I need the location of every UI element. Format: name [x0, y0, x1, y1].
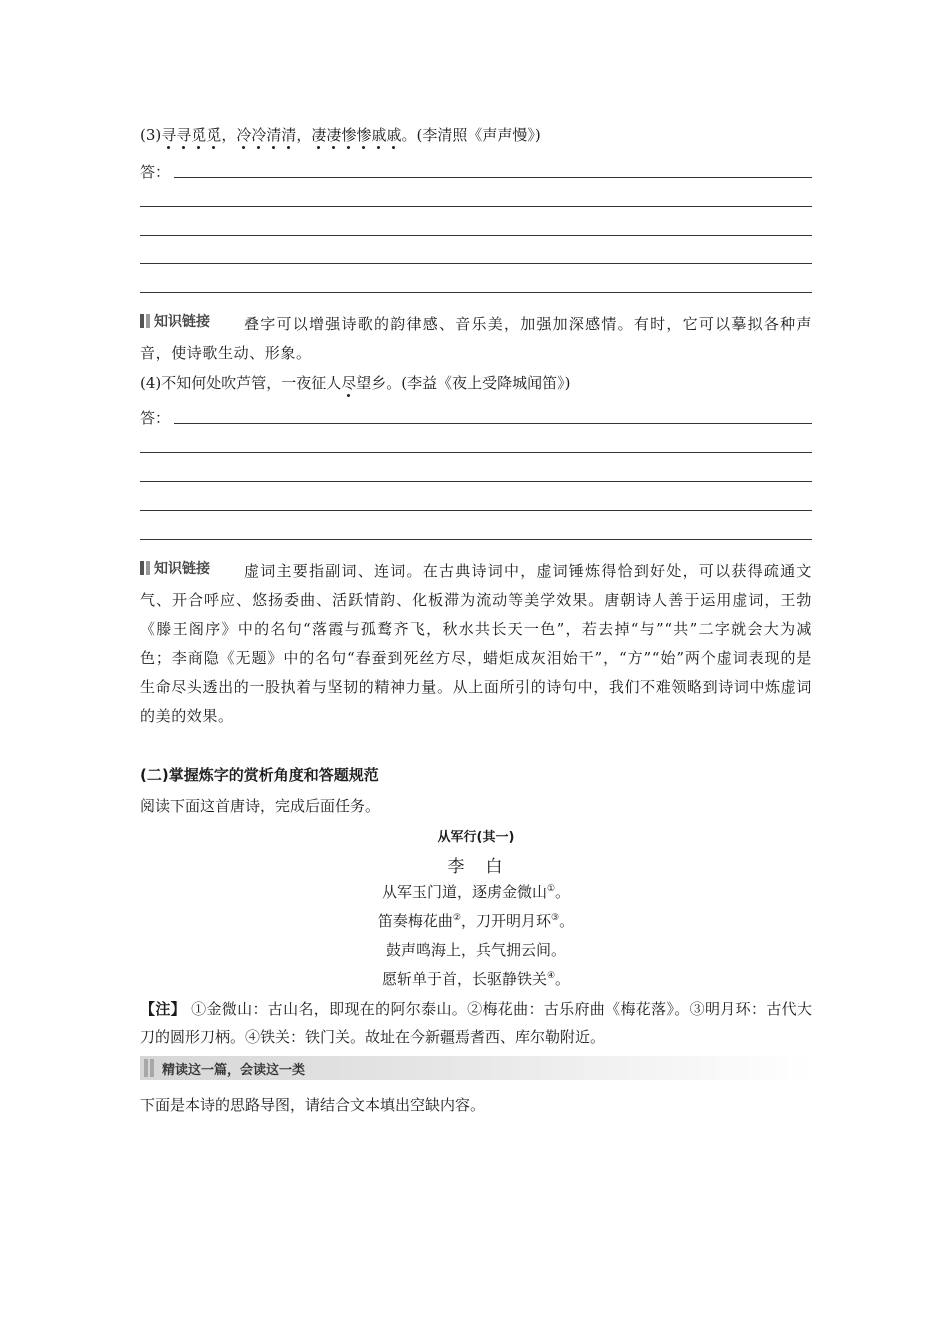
section-instruction: 阅读下面这首唐诗，完成后面任务。 — [140, 797, 381, 815]
dotted-char: 冷 — [251, 126, 267, 144]
knowledge-link-title: 知识链接 — [154, 561, 210, 577]
poem-title: 从军行(其一) — [437, 830, 515, 845]
poem-line-text: 笛奏梅花曲 — [377, 912, 453, 930]
q3-source: 。(李清照《声声慢》) — [401, 126, 541, 144]
dotted-char: 戚 — [386, 126, 402, 144]
q3-prefix: (3) — [140, 126, 162, 144]
poem-line-end: 。 — [555, 883, 571, 901]
answer-line[interactable] — [140, 263, 812, 264]
footnote-marker: ③ — [551, 913, 560, 923]
dotted-char: 冷 — [236, 126, 252, 144]
poem-line — [140, 910, 812, 931]
poem-line-text: 愿斩单于首，长驱静铁关 — [381, 970, 547, 988]
answer-line[interactable] — [140, 452, 812, 453]
answer-line[interactable] — [140, 510, 812, 511]
answer-label: 答： — [140, 409, 171, 427]
footnote-marker: ① — [546, 884, 556, 894]
dotted-char: 清 — [266, 126, 282, 144]
q4-source: 望乡。(李益《夜上受降城闻笛》) — [356, 374, 571, 392]
answer-line[interactable] — [174, 423, 812, 424]
notes-text: ①金微山：古山名，即现在的阿尔泰山。②梅花曲：古乐府曲《梅花落》。③明月环：古代大刀的圆形刀柄。④铁关：铁门关。故址在今新疆焉耆西、库尔勒附近。 — [140, 1000, 812, 1046]
final-instruction: 下面是本诗的思路导图，请结合文本填出空缺内容。 — [140, 1096, 486, 1114]
poem-line — [140, 881, 812, 902]
dotted-char: 寻 — [176, 126, 192, 144]
q3-sep: ， — [221, 126, 237, 144]
knowledge-link-text: 虚词主要指副词、连词。在古典诗词中，虚词锤炼得恰到好处，可以获得疏通文气、开合呼应、悠扬委曲、活跃情韵、化板滞为流动等美学效果。唐朝诗人善于运用虚词，王勃《滕王阁序》中的名句“落霞与孤鹜齐飞，秋水共长天一色”，若去掉“与”“共”二字就会大为减色；李商隐《无题》中的名句“春蚕到死丝方尽，蜡炬成灰泪始干”，“方”“始”两个虚词表现的是生命尽头透出的一股执着与坚韧的精神力量。从上面所引的诗句中，我们不难领略到诗词中炼虚词的美的效果。 — [140, 562, 812, 725]
answer-line[interactable] — [140, 206, 812, 207]
section-band — [140, 1056, 812, 1080]
dotted-char: 清 — [281, 126, 297, 144]
dotted-char: 戚 — [371, 126, 387, 144]
dotted-char: 尽 — [341, 374, 357, 392]
dotted-char: 凄 — [311, 126, 327, 144]
poem-line-text: 从军玉门道，逐虏金微山 — [381, 883, 547, 901]
notes-tag: 【注】 — [140, 1000, 187, 1018]
dotted-char: 惨 — [356, 126, 372, 144]
poem-line-text: 鼓声鸣海上，兵气拥云间 — [385, 941, 551, 959]
answer-line[interactable] — [140, 292, 812, 293]
answer-line[interactable] — [140, 481, 812, 482]
answer-label: 答： — [140, 163, 171, 181]
section-heading: (二)掌握炼字的赏析角度和答题规范 — [140, 766, 379, 784]
poem-notes — [140, 995, 812, 1051]
dotted-char: 凄 — [326, 126, 342, 144]
knowledge-link-title: 知识链接 — [154, 314, 210, 330]
footnote-marker: ④ — [546, 971, 556, 981]
poem-line-end: 。 — [559, 912, 575, 930]
question-4 — [140, 372, 570, 394]
answer-line[interactable] — [140, 539, 812, 540]
answer-line[interactable] — [174, 177, 812, 178]
dotted-char: 寻 — [161, 126, 177, 144]
q4-prefix: (4)不知何处吹芦管，一夜征人 — [140, 374, 342, 392]
poem-author: 李 白 — [447, 857, 505, 877]
answer-line[interactable] — [140, 235, 812, 236]
poem-line — [140, 968, 812, 989]
poem-line — [140, 939, 812, 960]
dotted-char: 觅 — [191, 126, 207, 144]
dotted-char: 惨 — [341, 126, 357, 144]
footnote-marker: ② — [452, 913, 461, 923]
question-3 — [140, 124, 541, 146]
dotted-char: 觅 — [206, 126, 222, 144]
bars-icon — [144, 1059, 154, 1077]
q3-sep: ， — [296, 126, 312, 144]
poem-line-end: 。 — [551, 941, 567, 959]
band-title: 精读这一篇，会读这一类 — [162, 1062, 306, 1078]
poem-line-text: ，刀开明月环 — [460, 912, 551, 930]
knowledge-link-text: 叠字可以增强诗歌的韵律感、音乐美，加强加深感情。有时，它可以摹拟各种声音，使诗歌生动、形象。 — [140, 315, 812, 362]
poem-line-end: 。 — [555, 970, 571, 988]
